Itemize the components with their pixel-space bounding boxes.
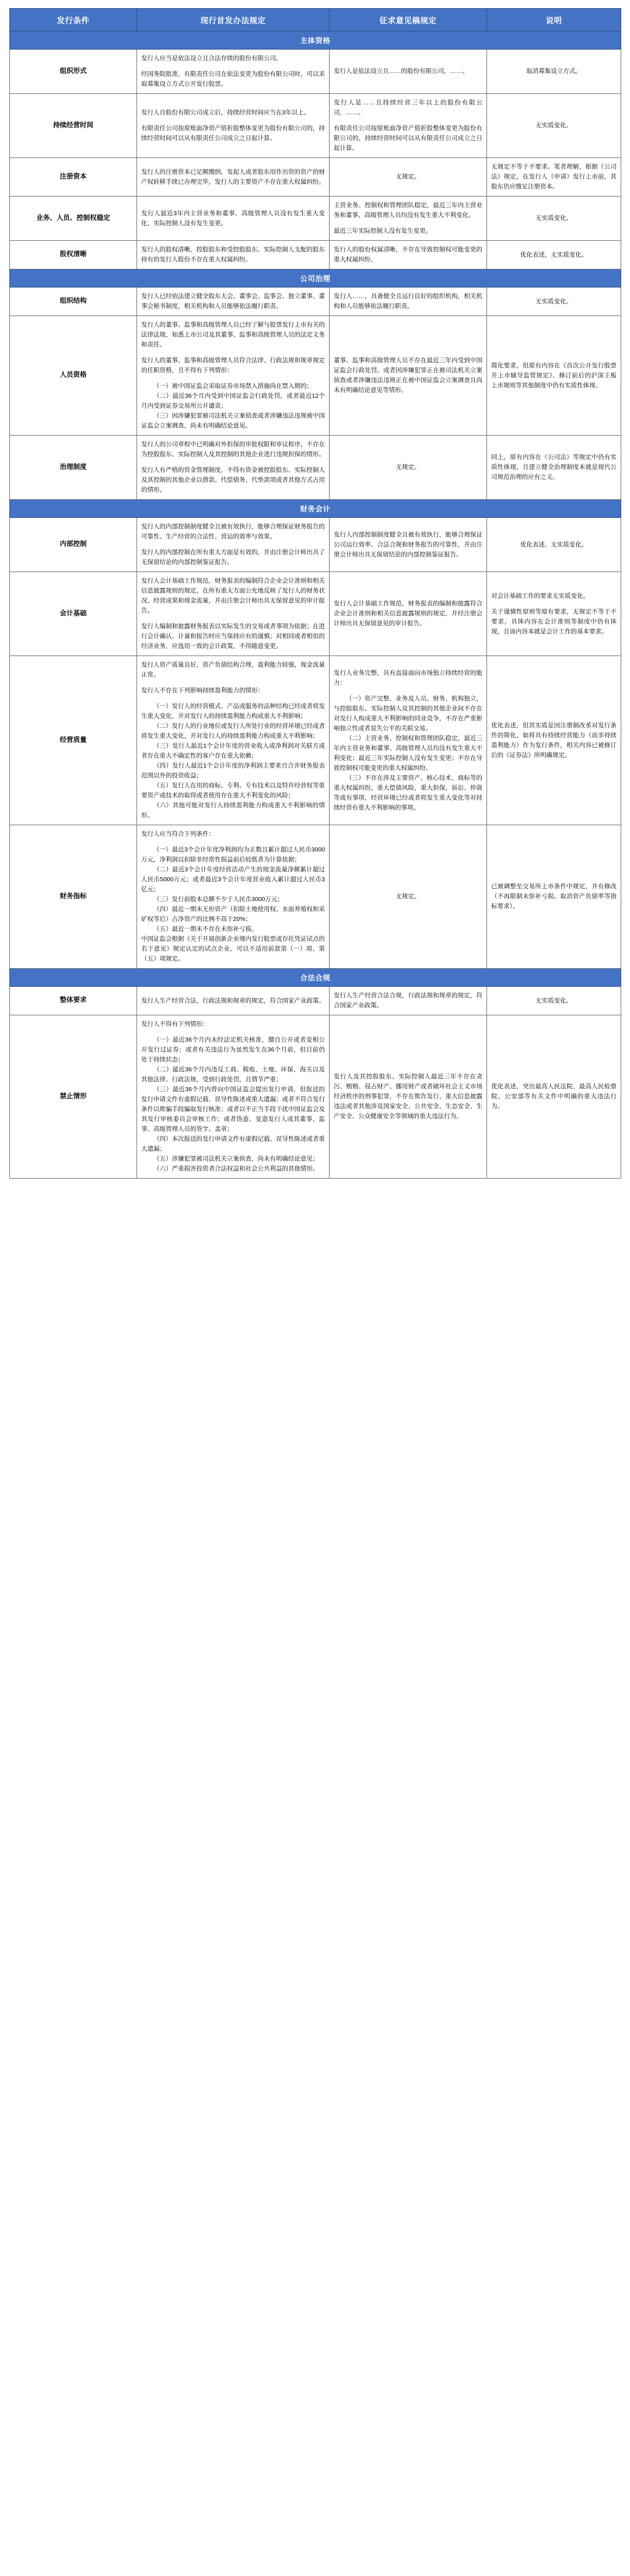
row-category: 持续经营时间 [10,94,137,158]
cell-current-rule: 发行人的股权清晰，控股股东和受控股股东、实际控制人支配的股东持有的发行人股份不存在重大权属纠纷。 [137,241,330,269]
cell-current-rule: 发行人应当是依法设立且合法存续的股份有限公司。 经国务院批准，有限责任公司在依法变更为股份有限公司时，可以采取募集设立方式公开发行股票。 [137,50,330,94]
cell-draft-rule: 无规定。 [330,436,487,500]
table-row [10,197,621,241]
table-row [10,1015,621,1179]
table-row [10,288,621,316]
table-body [10,31,621,1179]
cell-current-rule: 发行人应当符合下列条件： （一）最近3个会计年度净利润均为正数且累计超过人民币3000万元，净利润以扣除非经常性损益前后较低者为计算依据； （二）最近3个会计年度经营活动产生的现金流量净额累计超过人民币5000万元；或者最近3个会计年度营业收入累计超过人民币3亿元； （三）发行前股本总额不少于人民币3000万元； （四）最近一期末无形资产（扣除土地使用权、水面养殖权和采矿权等后）占净资产的比例不高于20%； （五）最近一期末不存在未弥补亏损。 中国证监会根据《关于开展创新企业境内发行股票或存托凭证试点的若干意见》规定认定的试点企业，可以不适用前款第（一）项、第（五）项规定。 [137,825,330,969]
comparison-sheet [0,0,630,1189]
cell-draft-rule: 发行人及其控股股东、实际控制人最近三年不存在贪污、贿赂、侵占财产、挪用财产或者破坏社会主义市场经济秩序的刑事犯罪，不存在欺诈发行、重大信息披露违法或者其他涉及国家安全、公共安全、生态安全、生产安全、公众健康安全等领域的重大违法行为。 [330,1015,487,1179]
cell-current-rule: 发行人资产质量良好，资产负债结构合理，盈利能力较强，现金流量正常。 发行人不存在下列影响持续盈利能力的情形： （一）发行人的经营模式、产品或服务的品种结构已经或者将发生重大变化，并对发行人的持续盈利能力构成重大不利影响； （二）发行人的行业地位或发行人所处行业的经营环境已经或者将发生重大变化，并对发行人的持续盈利能力构成重大不利影响； （三）发行人最近1个会计年度的营业收入或净利润对关联方或者存在重大不确定性的客户存在重大依赖； （四）发行人最近1个会计年度的净利润主要来自合并财务报表范围以外的投资收益； （五）发行人在用的商标、专利、专有技术以及特许经营权等重要资产或技术的取得或者使用存在重大不利变化的风险； （六）其他可能对发行人持续盈利能力构成重大不利影响的情形。 [137,656,330,825]
column-header-draft-rule: 征求意见稿规定 [330,9,487,31]
column-header-note: 说明 [487,9,621,31]
row-category: 经营质量 [10,656,137,825]
cell-current-rule: 发行人不得有下列情形： （一）最近36个月内未经法定机关核准，擅自公开或者变相公开发行过证券；或者有关违法行为虽然发生在36个月前，但目前仍处于持续状态； （二）最近36个月内违反工商、税收、土地、环保、海关以及其他法律、行政法规，受到行政处罚，且情节严重； （三）最近36个月内曾向中国证监会提出发行申请，但报送的发行申请文件有虚假记载、误导性陈述或重大遗漏；或者不符合发行条件以欺骗手段骗取发行核准；或者以不正当手段干扰中国证监会及其发行审核委员会审核工作；或者伪造、变造发行人或其董事、监事、高级管理人员的签字、盖章； （四）本次报送的发行申请文件有虚假记载、误导性陈述或者重大遗漏； （五）涉嫌犯罪被司法机关立案侦查，尚未有明确结论意见； （六）严重损害投资者合法权益和社会公共利益的其他情形。 [137,1015,330,1179]
cell-draft-rule: 发行人内部控制制度健全且被有效执行，能够合理保证公司运行效率、合法合规和财务报告的可靠性，并由注册会计师出具无保留结论的内部控制鉴证报告。 [330,518,487,572]
cell-note: 无实质变化。 [487,197,621,241]
table-row [10,656,621,825]
cell-note: 简化要求，但原有内容在《首次公开发行股票并上市辅导监管规定》、修订前后的沪深主板上市规则等其他制度中仍有实质性体现。 [487,316,621,436]
row-category: 内部控制 [10,518,137,572]
table-row [10,825,621,969]
cell-note: 无规定不等于不要求。笔者理解，根据《公司法》规定，在发行人（申请）发行上市前，其股东仍应缴足注册资本。 [487,158,621,197]
cell-current-rule: 发行人自股份有限公司成立后，持续经营时间应当在3年以上。 有限责任公司按原账面净资产值折股整体变更为股份有限公司的，持续经营时间可以从有限责任公司成立之日起计算。 [137,94,330,158]
cell-note: 已被调整至交易所上市条件中规定，并有修改（不再限制未弥补亏损、取消资产负债率等指标要求）。 [487,825,621,969]
cell-current-rule: 发行人生产经营合法，行政法规和规章的规定，符合国家产业政策。 [137,987,330,1015]
cell-draft-rule: 发行人生产经营合法合规，行政法规和规章的规定，符合国家产业政策。 [330,987,487,1015]
row-category: 组织结构 [10,288,137,316]
cell-current-rule: 发行人的董事、监事和高级管理人员已经了解与股票发行上市有关的法律法规，知悉上市公司及其董事、监事和高级管理人员的法定义务和责任。 发行人的董事、监事和高级管理人员符合法律、行政法规和规章规定的任职资格，且不得有下列情形： （一）被中国证监会采取证券市场禁入措施尚在禁入期的； （二）最近36个月内受到中国证监会行政处罚，或者最近12个月内受到证券交易所公开谴责； （三）因涉嫌犯罪被司法机关立案侦查或者涉嫌违法违规被中国证监会立案调查，尚未有明确结论意见。 [137,316,330,436]
cell-note: 对会计基础工作的要求无实质变化。 关于谨慎性原则等原有要求，无规定不等于不要求，具体内容在会计准则等制度中仍有体现，且该内容本就是会计工作的基本要求。 [487,572,621,656]
row-category: 会计基础 [10,572,137,656]
row-category: 业务、人员、控制权稳定 [10,197,137,241]
row-category: 股权清晰 [10,241,137,269]
cell-note: 优化表述，无实质变化。 [487,518,621,572]
cell-note: 优化表述，无实质变化。 [487,241,621,269]
section-band [10,969,621,987]
cell-current-rule: 发行人会计基础工作规范，财务报表的编制符合企业会计准则和相关信息披露规则的规定，在所有重大方面公允地反映了发行人的财务状况、经营成果和现金流量，并由注册会计师出具无保留意见的审计报告。 发行人编制和披露财务报表以实际发生的交易或者事项为依据；在进行会计确认、计量和报告时应当保持应有的谨慎；对相同或者相似的经济业务，应选用一致的会计政策，不得随意变更。 [137,572,330,656]
section-band [10,269,621,288]
table-row [10,436,621,500]
cell-note: 无实质变化。 [487,987,621,1015]
cell-draft-rule: 发行人会计基础工作规范，财务报表的编制和披露符合企业会计准则和相关信息披露规则的规定，并经注册会计师出具无保留意见的审计报告。 [330,572,487,656]
cell-draft-rule: 发行人……，具备健全且运行良好的组织机构，相关机构和人员能够依法履行职责。 [330,288,487,316]
cell-current-rule: 发行人最近3年内主营业务和董事、高级管理人员没有发生重大变化，实际控制人没有发生变更。 [137,197,330,241]
cell-current-rule: 发行人的内部控制制度健全且被有效执行，能够合理保证财务报告的可靠性、生产经营的合法性、营运的效率与效果。 发行人的内部控制在所有重大方面是有效的，并由注册会计师出具了无保留结论的内部控制鉴证报告。 [137,518,330,572]
row-category: 人员资格 [10,316,137,436]
cell-current-rule: 发行人的注册资本已足额缴纳，发起人或者股东用作出资的资产的财产权转移手续已办理完毕，发行人的主要资产不存在重大权属纠纷。 [137,158,330,197]
cell-draft-rule: 无规定。 [330,158,487,197]
row-category: 注册资本 [10,158,137,197]
row-category: 整体要求 [10,987,137,1015]
cell-draft-rule: 发行人业务完整，具有直接面向市场独立持续经营的能力： （一）资产完整，业务及人员、财务、机构独立，与控股股东、实际控制人及其控制的其他企业间不存在对发行人构成重大不利影响的同业竞争，不存在严重影响独立性或者显失公平的关联交易。 （二）主营业务、控制权和管理团队稳定，最近三年内主营业务和董事、高级管理人员均没有发生重大不利变化；最近三年实际控制人没有发生变更；不存在导致控制权可能变更的重大权属纠纷。 （三）不存在涉及主要资产、核心技术、商标等的重大权属纠纷，重大偿债风险，重大担保、诉讼、仲裁等或有事项，经营环境已经或者将发生重大变化等对持续经营有重大不利影响的事项。 [330,656,487,825]
cell-draft-rule: 发行人的股份权属清晰，不存在导致控制权可能变更的重大权属纠纷。 [330,241,487,269]
section-title: 财务会计 [10,500,621,518]
cell-note: 取消募集设立方式。 [487,50,621,94]
table-row [10,572,621,656]
section-title: 主体资格 [10,31,621,50]
cell-draft-rule: 董事、监事和高级管理人员不存在最近三年内受到中国证监会行政处罚，或者因涉嫌犯罪正在被司法机关立案侦查或者涉嫌违法违规正在被中国证监会立案调查且尚未有明确结论意见等情形。 [330,316,487,436]
cell-current-rule: 发行人的公司章程中已明确对外担保的审批权限和审议程序，不存在为控股股东、实际控制人及其控制的其他企业进行违规担保的情形。 发行人有严格的资金管理制度，不得有资金被控股股东、实际控制人及其控制的其他企业以借款、代偿债务、代垫款项或者其他方式占用的情形。 [137,436,330,500]
cell-note: 无实质变化。 [487,94,621,158]
row-category: 财务指标 [10,825,137,969]
section-band [10,31,621,50]
cell-note: 同上，原有内容在《公司法》等规定中仍有实质性体现，且建立健全治理制度本就是现代公司规范治理的应有之义。 [487,436,621,500]
cell-draft-rule: 无规定。 [330,825,487,969]
column-header-current-rule: 现行首发办法规定 [137,9,330,31]
cell-draft-rule: 发行人是……且持续经营三年以上的股份有限公司，……。 有限责任公司按原账面净资产值折股整体变更为股份有限公司的，持续经营时间可以从有限责任公司成立之日起计算。 [330,94,487,158]
section-title: 合法合规 [10,969,621,987]
table-row [10,518,621,572]
row-category: 治理制度 [10,436,137,500]
issuance-conditions-comparison-table [9,8,621,1179]
table-row [10,241,621,269]
cell-draft-rule: 主营业务、控制权和管理团队稳定，最近三年内主营业务和董事、高级管理人员均没有发生重大不利变化。 最近三年实际控制人没有发生变更。 [330,197,487,241]
column-header-condition: 发行条件 [10,9,137,31]
table-row [10,987,621,1015]
table-row [10,316,621,436]
section-band [10,500,621,518]
cell-note: 无实质变化。 [487,288,621,316]
cell-current-rule: 发行人已经依法建立健全股东大会、董事会、监事会、独立董事、董事会秘书制度，相关机构和人员能够依法履行职责。 [137,288,330,316]
row-category: 禁止情形 [10,1015,137,1179]
table-row [10,158,621,197]
table-row [10,50,621,94]
cell-note: 优化表述，但其实质是因注册制改革对发行条件的简化，如将具有持续经营能力（而非持续盈利能力）作为发行条件，相关内容已被修订后的《证券法》所明确规定。 [487,656,621,825]
header-row [10,9,621,31]
table-row [10,94,621,158]
cell-note: 优化表述，突出最高人民法院、最高人民检察院、公安部等有关文件中明确的重大违法行为。 [487,1015,621,1179]
table-header [10,9,621,31]
section-title: 公司治理 [10,269,621,288]
row-category: 组织形式 [10,50,137,94]
cell-draft-rule: 发行人是依法设立且……的股份有限公司，……。 [330,50,487,94]
